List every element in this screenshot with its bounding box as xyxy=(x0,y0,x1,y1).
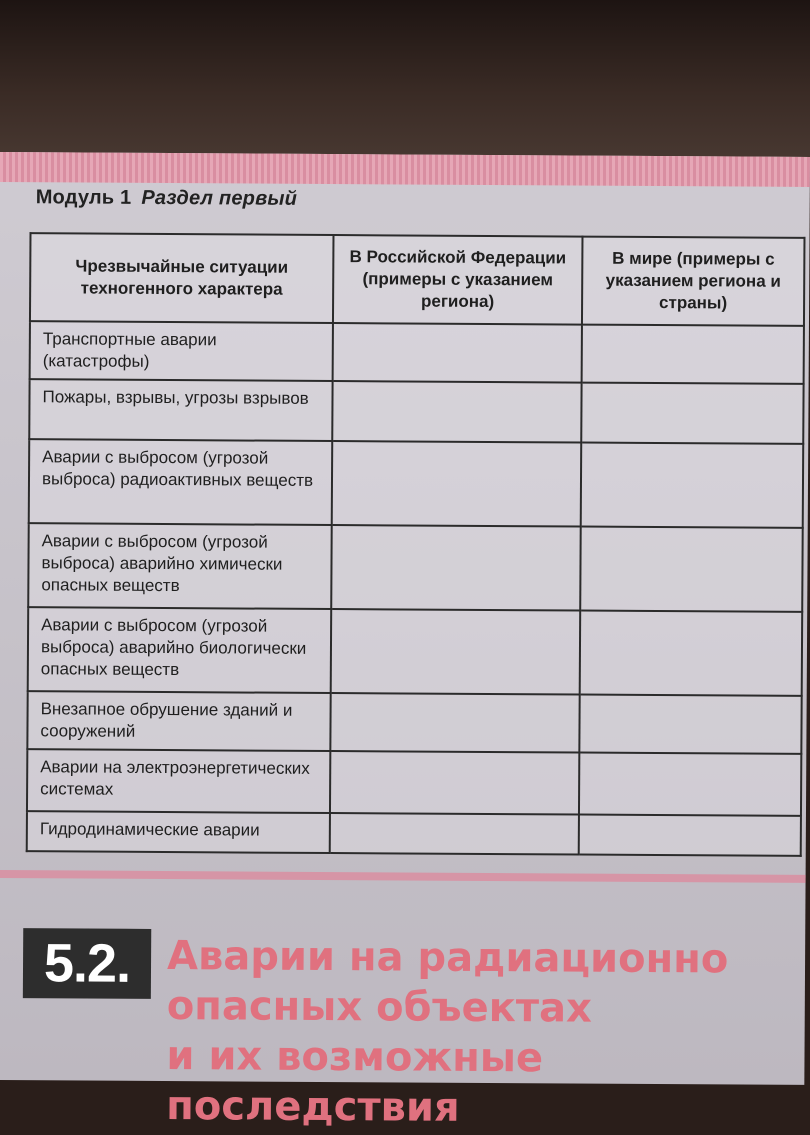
section-number-badge: 5.2. xyxy=(23,928,151,999)
section-title xyxy=(166,931,805,1135)
column-header-type: Чрезвычайные ситуации техногенного характера xyxy=(30,233,334,323)
answer-cell-russia[interactable] xyxy=(331,609,581,695)
column-header-russia: В Российской Федерации (примеры с указанием региона) xyxy=(333,235,583,325)
row-label: Внезапное обрушение зданий и сооружений xyxy=(27,691,330,751)
answer-cell-world[interactable] xyxy=(580,611,802,696)
answer-cell-russia[interactable] xyxy=(333,323,582,383)
row-label: Транспортные аварии (катастрофы) xyxy=(30,321,333,381)
answer-cell-world[interactable] xyxy=(579,815,801,856)
answer-cell-world[interactable] xyxy=(582,325,804,384)
answer-cell-russia[interactable] xyxy=(330,813,579,855)
answer-cell-world[interactable] xyxy=(579,753,801,816)
answer-cell-russia[interactable] xyxy=(332,381,581,443)
row-label: Аварии с выбросом (угрозой выброса) аварийно биологически опасных веществ xyxy=(28,607,331,693)
section-title-line: и их возможные последствия xyxy=(166,1033,544,1131)
table-row xyxy=(30,321,804,384)
textbook-page xyxy=(0,152,810,1131)
background-surface xyxy=(0,0,810,170)
answer-cell-russia[interactable] xyxy=(330,693,579,753)
answer-cell-world[interactable] xyxy=(580,527,802,612)
row-label: Аварии с выбросом (угрозой выброса) радиоактивных веществ xyxy=(29,439,332,525)
table-row xyxy=(29,439,803,528)
answer-cell-world[interactable] xyxy=(581,443,803,528)
column-header-world: В мире (примеры с указанием региона и страны) xyxy=(582,237,804,326)
table-row xyxy=(29,379,803,444)
table-header-row xyxy=(30,233,805,326)
row-label: Пожары, взрывы, угрозы взрывов xyxy=(29,379,332,441)
row-label: Аварии с выбросом (угрозой выброса) аварийно химически опасных веществ xyxy=(28,523,331,609)
emergency-table xyxy=(26,232,806,857)
answer-cell-russia[interactable] xyxy=(331,525,581,611)
row-label: Аварии на электроэнергетических системах xyxy=(27,749,330,813)
table-row xyxy=(27,811,801,856)
module-label: Модуль 1 xyxy=(35,186,132,209)
answer-cell-russia[interactable] xyxy=(330,751,579,815)
section-title-line: Аварии на радиационно xyxy=(166,933,729,983)
section-title-line: опасных объектах xyxy=(166,983,592,1032)
answer-cell-world[interactable] xyxy=(579,695,801,754)
answer-cell-russia[interactable] xyxy=(332,441,582,527)
table-row xyxy=(28,607,802,696)
table-row xyxy=(28,523,802,612)
table-row xyxy=(27,691,801,754)
answer-cell-world[interactable] xyxy=(581,383,803,444)
section-divider xyxy=(0,870,806,883)
page-header xyxy=(36,186,298,211)
table-row xyxy=(27,749,801,816)
row-label: Гидродинамические аварии xyxy=(27,811,330,853)
page-top-strip xyxy=(0,152,810,187)
section-label: Раздел первый xyxy=(141,186,298,210)
